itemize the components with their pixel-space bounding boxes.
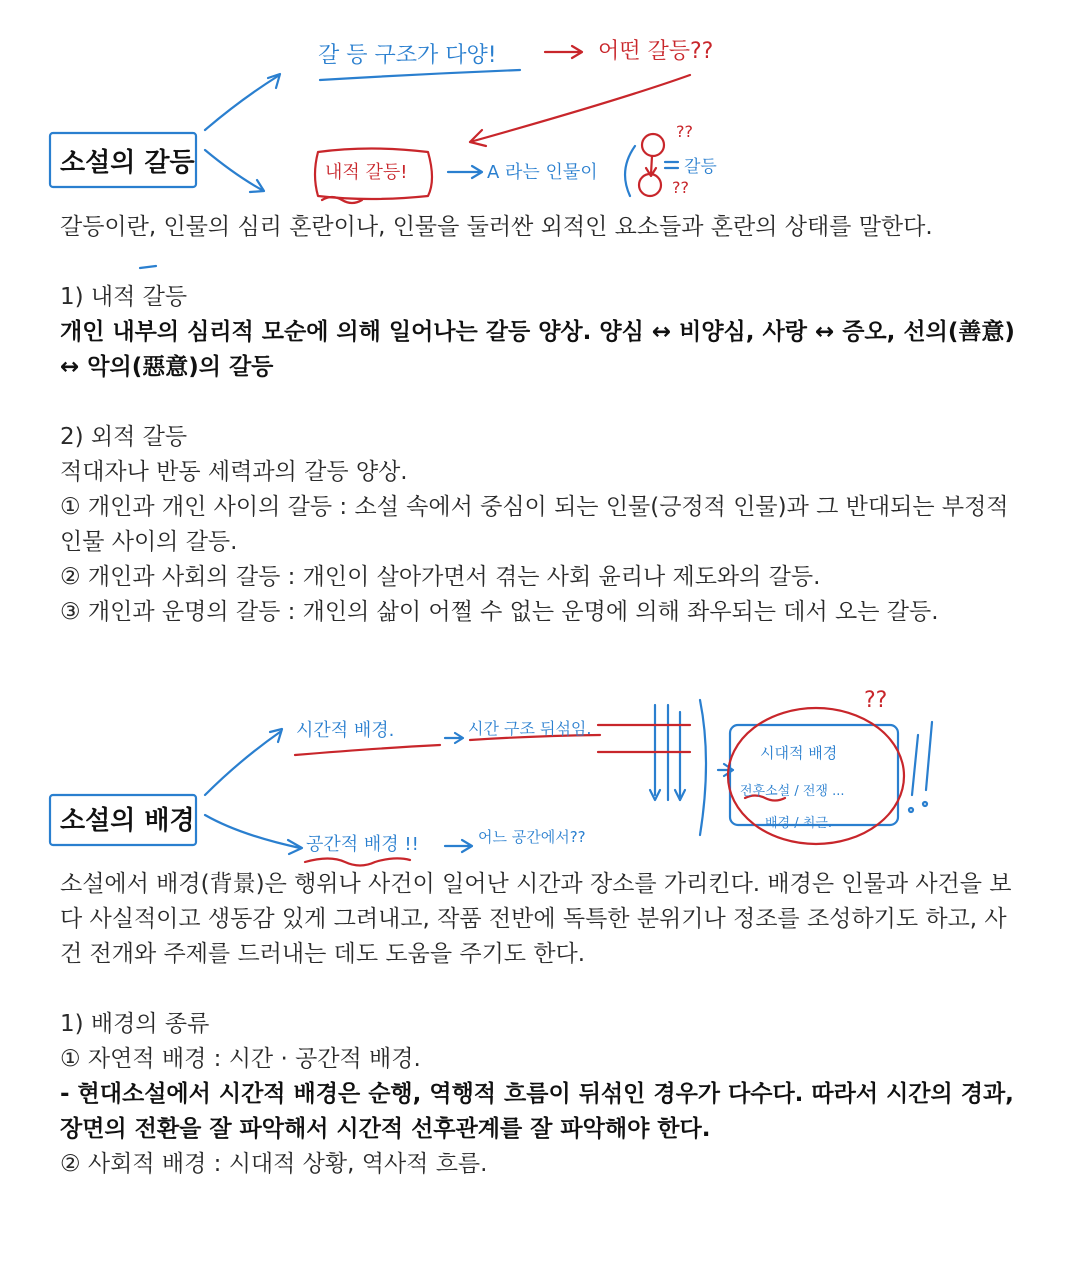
annotation-note-1: 전후소설 / 전쟁 ... [740, 784, 845, 799]
bracket-person [625, 146, 635, 196]
annotation-inner-conflict: 내적 갈등! [325, 162, 408, 183]
annotation-qmarks-1: ?? [676, 122, 693, 141]
arrow-to-question [545, 46, 582, 58]
annotation-structure: 갈 등 구조가 다양! [318, 43, 497, 68]
conflict-definition: 갈등이란, 인물의 심리 혼란이나, 인물을 둘러싼 외적인 요소들과 혼란의 상태를 말한다. [60, 214, 933, 240]
setting-social: ② 사회적 배경 : 시대적 상황, 역사적 흐름. [60, 1151, 488, 1177]
underline-time [295, 745, 440, 755]
inner-conflict-body: 개인 내부의 심리적 모순에 의해 일어나는 갈등 양상. 양심 ↔ 비양심, 사랑 ↔ 증오, 선의(善意) ↔ 악의(惡意)의 갈등 [60, 319, 1015, 380]
annotation-space-setting: 공간적 배경 !! [306, 834, 419, 855]
annotation-qmarks-2: ?? [672, 178, 689, 197]
branch-arrow-up-2 [205, 732, 280, 795]
underline-top [320, 70, 520, 80]
annotation-conflict-small: 갈등 [684, 157, 717, 177]
annotation-era: 시대적 배경 [760, 744, 838, 762]
timeline-lines [655, 705, 680, 800]
setting-types-title: 1) 배경의 종류 [60, 1011, 210, 1037]
annotation-qmarks-3: ?? [864, 688, 888, 713]
heading-setting: 소설의 배경 [60, 806, 195, 836]
arrow-back-down [470, 75, 690, 142]
section-conflict-body [60, 210, 1020, 630]
outer-conflict-point-3: ③ 개인과 운명의 갈등 : 개인의 삶이 어쩔 수 없는 운명에 의해 좌우되는 데서 오는 갈등. [60, 599, 939, 625]
outer-conflict-point-2: ② 개인과 사회의 갈등 : 개인이 살아가면서 겪는 사회 윤리나 제도와의 갈등. [60, 564, 821, 590]
excl-lines [912, 722, 932, 795]
annotation-time-setting: 시간적 배경. [296, 720, 395, 741]
branch-arrow-down-2 [205, 815, 300, 848]
arrow-where [445, 840, 472, 852]
annotation-person-a: A 라는 인물이 [487, 162, 598, 183]
heading-conflict: 소설의 갈등 [60, 148, 195, 178]
annotation-where: 어느 공간에서?? [478, 828, 586, 846]
squiggle-1 [322, 197, 362, 203]
brace-right [700, 700, 706, 835]
section-setting-body [60, 867, 1020, 1182]
arrow-time-mixed [445, 733, 463, 743]
circle-a [642, 134, 664, 156]
circle-b [639, 174, 661, 196]
equals-mark [665, 162, 678, 168]
arrow-ab [646, 156, 656, 176]
inner-conflict-title: 1) 내적 갈등 [60, 284, 188, 310]
outer-conflict-intro: 적대자나 반동 세력과의 갈등 양상. [60, 459, 408, 485]
era-box [730, 725, 898, 825]
annotation-time-mixed: 시간 구조 뒤섞임. [468, 719, 592, 738]
branch-arrow-down [205, 150, 262, 190]
setting-definition: 소설에서 배경(背景)은 행위나 사건이 일어난 시간과 장소를 가리킨다. 배경은 인물과 사건을 보다 사실적이고 생동감 있게 그려내고, 작품 전반에 독특한 분위기나 정조를 조성하기도 하고, 사건 전개와 주제를 드러내는 데도 도움을 주기도 한다. [60, 871, 1012, 967]
setting-natural: ① 자연적 배경 : 시간 · 공간적 배경. [60, 1046, 421, 1072]
annotation-which-conflict: 어떤 갈등?? [598, 39, 714, 64]
arrow-to-person [448, 166, 482, 178]
branch-arrow-up [205, 76, 278, 130]
setting-modern-note: - 현대소설에서 시간적 배경은 순행, 역행적 흐름이 뒤섞인 경우가 다수다. 따라서 시간의 경과, 장면의 전환을 잘 파악해서 시간적 선후관계를 잘 파악해야 한다. [60, 1081, 1014, 1142]
outer-conflict-point-1: ① 개인과 개인 사이의 갈등 : 소설 속에서 중심이 되는 인물(긍정적 인물)과 그 반대되는 부정적 인물 사이의 갈등. [60, 494, 1009, 555]
squiggle-space [305, 858, 410, 865]
annotation-note-2: 배경 / 최근. [765, 816, 833, 831]
red-timeline-marks [598, 725, 690, 752]
outer-conflict-title: 2) 외적 갈등 [60, 424, 188, 450]
